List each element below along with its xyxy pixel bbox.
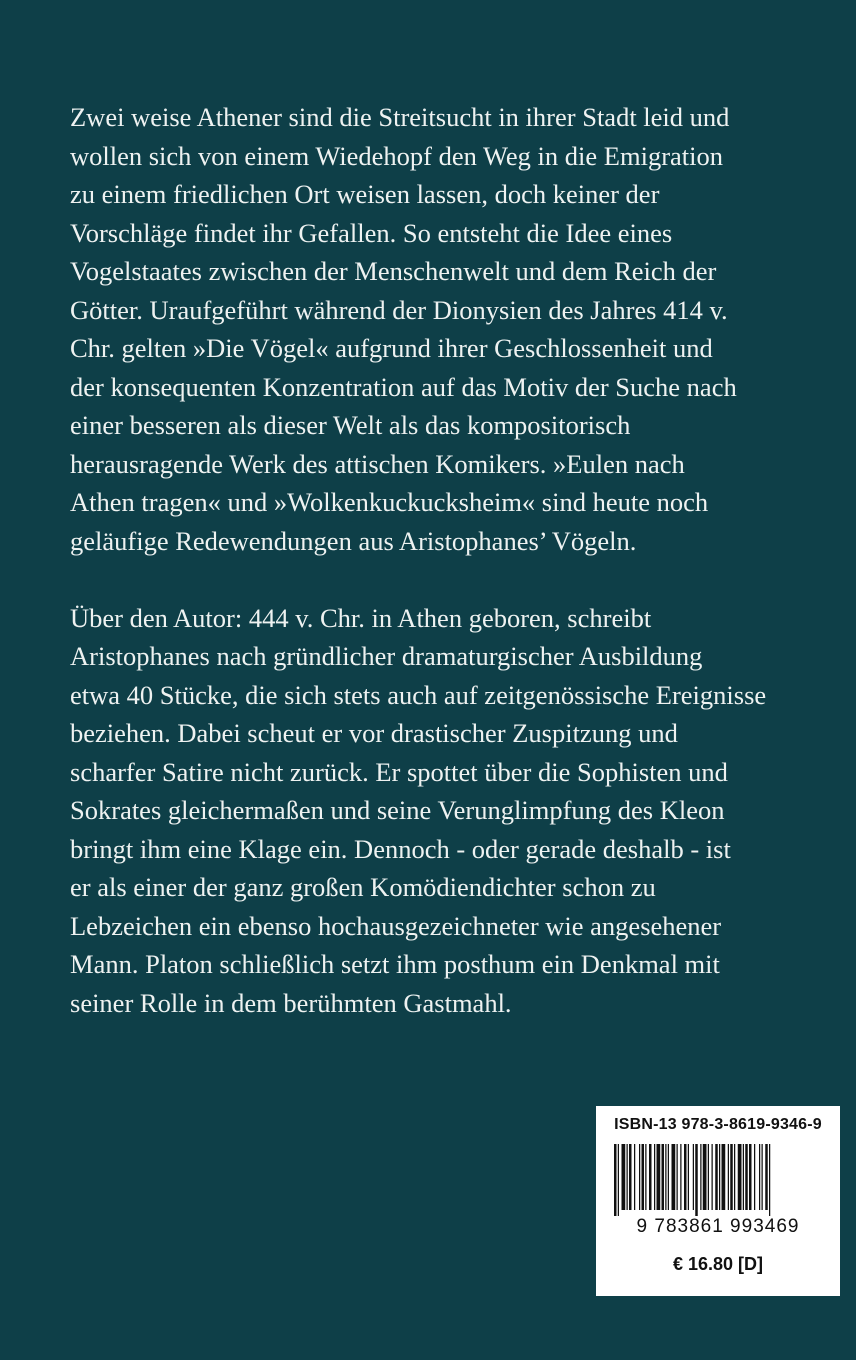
barcode-bar bbox=[665, 1144, 666, 1210]
price-label: € 16.80 [D] bbox=[672, 1254, 764, 1274]
description-line: Vorschläge findet ihr Gefallen. So entsteht die Idee eines bbox=[70, 217, 673, 248]
barcode-bar bbox=[657, 1144, 661, 1210]
description-line: Chr. gelten »Die Vögel« aufgrund ihrer Geschlossenheit und bbox=[70, 333, 713, 363]
book-description bbox=[70, 98, 800, 560]
barcode-digits: 9 783861 993469 bbox=[636, 1216, 800, 1237]
barcode-bar bbox=[649, 1144, 652, 1210]
description-line: Zwei weise Athener sind die Streitsucht in ihrer Stadt leid und bbox=[70, 102, 730, 132]
barcode-bar bbox=[645, 1144, 646, 1210]
author-bio-line: etwa 40 Stücke, die sich stets auch auf zeitgenössische Ereignisse bbox=[70, 679, 767, 710]
barcode-bar bbox=[672, 1144, 676, 1210]
barcode-bar bbox=[629, 1144, 632, 1210]
barcode-bar bbox=[745, 1144, 748, 1210]
description-line: zu einem friedlichen Ort weisen lassen, doch keiner der bbox=[70, 179, 660, 209]
description-line: einer besseren als dieser Welt als das kompositorisch bbox=[70, 410, 631, 440]
barcode-bar bbox=[734, 1144, 735, 1210]
barcode-bar bbox=[722, 1144, 726, 1210]
barcode-bar bbox=[634, 1144, 635, 1210]
author-bio-line: Sokrates gleichermaßen und seine Verunglimpfung des Kleon bbox=[70, 795, 725, 825]
barcode-bar bbox=[684, 1144, 687, 1210]
description-line: wollen sich von einem Wiedehopf den Weg in die Emigration bbox=[70, 140, 724, 171]
barcode-bar bbox=[762, 1144, 763, 1210]
barcode-bar bbox=[754, 1144, 755, 1210]
barcode-bar bbox=[708, 1144, 709, 1210]
barcode-bar bbox=[662, 1144, 665, 1210]
barcode-bar bbox=[614, 1144, 617, 1216]
description-line: herausragende Werk des attischen Komikers. »Eulen nach bbox=[70, 448, 685, 479]
barcode-bar bbox=[743, 1144, 744, 1210]
description-line: Götter. Uraufgeführt während der Dionysien des Jahres 414 v. bbox=[70, 294, 728, 325]
author-bio bbox=[70, 599, 800, 1023]
barcode-bar bbox=[712, 1144, 713, 1210]
description-line: der konsequenten Konzentration auf das Motiv der Suche nach bbox=[70, 371, 737, 402]
author-bio-line: beziehen. Dabei scheut er vor drastischer Zuspitzung und bbox=[70, 718, 678, 748]
barcode-bar bbox=[715, 1144, 718, 1210]
barcode-image bbox=[610, 1144, 826, 1216]
barcode-bar bbox=[618, 1144, 619, 1216]
barcode-bar bbox=[759, 1144, 760, 1210]
author-bio-line: Über den Autor: 444 v. Chr. in Athen geboren, schreibt bbox=[70, 602, 652, 633]
barcode-bar bbox=[738, 1144, 742, 1210]
barcode-bar bbox=[728, 1144, 729, 1210]
author-bio-line: Lebzeichen ein ebenso hochausgezeichneter wie angesehener bbox=[70, 910, 722, 941]
isbn-label: ISBN-13 978-3-8619-9346-9 bbox=[614, 1116, 822, 1133]
barcode-bar bbox=[688, 1144, 689, 1210]
author-bio-line: scharfer Satire nicht zurück. Er spottet über die Sophisten und bbox=[70, 756, 728, 787]
barcode-bar bbox=[677, 1144, 678, 1210]
barcode-bar bbox=[639, 1144, 640, 1210]
back-cover-text bbox=[70, 98, 800, 1022]
barcode-bar bbox=[642, 1144, 645, 1210]
author-bio-line: bringt ihm eine Klage ein. Dennoch - oder gerade deshalb - ist bbox=[70, 833, 731, 864]
author-bio-line: er als einer der ganz großen Komödiendichter schon zu bbox=[70, 872, 656, 902]
description-line: geläufige Redewendungen aus Aristophanes’ Vögeln. bbox=[70, 525, 637, 556]
barcode-bar bbox=[695, 1144, 698, 1216]
barcode-bar bbox=[749, 1144, 752, 1210]
barcode-bar bbox=[719, 1144, 720, 1210]
barcode-bar bbox=[700, 1144, 701, 1210]
description-line: Vogelstaates zwischen der Menschenwelt und dem Reich der bbox=[70, 256, 717, 286]
isbn-barcode-panel bbox=[596, 1106, 840, 1296]
barcode-bar bbox=[668, 1144, 669, 1210]
barcode-bar bbox=[765, 1144, 768, 1210]
author-bio-line: seiner Rolle in dem berühmten Gastmahl. bbox=[70, 987, 512, 1018]
barcode-bar bbox=[703, 1144, 707, 1210]
author-bio-line: Mann. Platon schließlich setzt ihm posthum ein Denkmal mit bbox=[70, 949, 720, 979]
barcode-bar bbox=[730, 1144, 733, 1210]
barcode-bar bbox=[680, 1144, 681, 1210]
author-bio-line: Aristophanes nach gründlicher dramaturgischer Ausbildung bbox=[70, 641, 703, 671]
barcode-bar bbox=[769, 1144, 770, 1216]
barcode-bar bbox=[693, 1144, 694, 1210]
barcode-bar bbox=[622, 1144, 626, 1210]
description-line: Athen tragen« und »Wolkenkuckucksheim« sind heute noch bbox=[70, 487, 709, 517]
barcode-bar bbox=[627, 1144, 628, 1210]
barcode-bar bbox=[654, 1144, 655, 1210]
